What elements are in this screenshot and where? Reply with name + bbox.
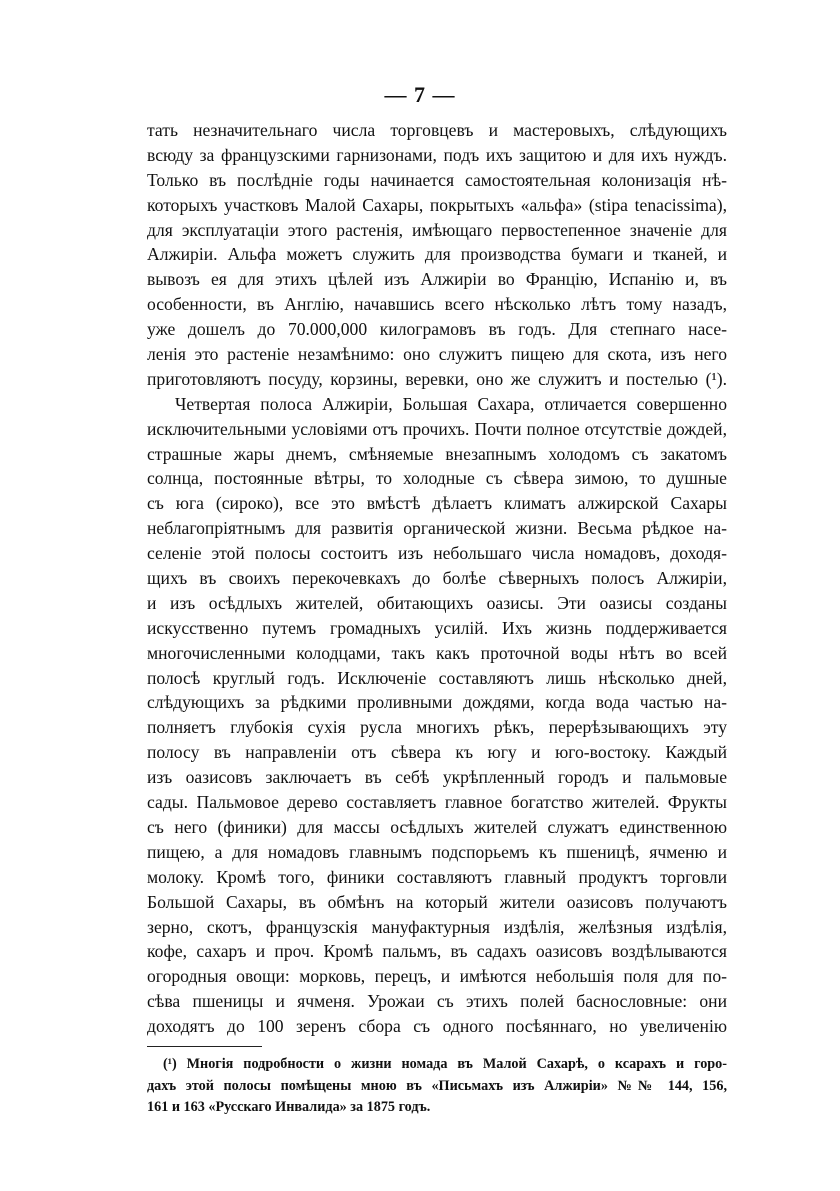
text-line: страшные жары днемъ, смѣняемые внезапнымъ холодомъ съ закатомъ: [147, 443, 727, 464]
text-line: сѣва пшеницы и ячменя. Урожаи съ этихъ полей баснословные: они: [147, 991, 727, 1012]
text-line: ленія это растеніе незамѣнимо: оно служитъ пищею для скота, изъ него: [147, 344, 727, 365]
text-line: солнца, постоянные вѣтры, то холодные съ сѣвера зимою, то душные: [147, 468, 727, 489]
page-number: — 7 —: [384, 82, 456, 107]
footnote-line: (¹) Многія подробности о жизни номада въ Малой Сахарѣ, о ксарахъ и горо-: [163, 1056, 727, 1072]
text-line: многочисленными колодцами, такъ какъ проточной воды нѣтъ во всей: [147, 642, 727, 663]
text-line: селеніе этой полосы состоитъ изъ небольшаго числа номадовъ, доходя-: [147, 543, 727, 564]
footnotes: [147, 1054, 727, 1119]
text-line: Только въ послѣдніе годы начинается самостоятельная колонизація нѣ-: [147, 169, 727, 190]
text-line: всюду за французскими гарнизонами, подъ ихъ защитою и для ихъ нуждъ.: [147, 144, 727, 165]
text-line: полосѣ круглый годъ. Исключеніе составляютъ лишь нѣсколько дней,: [147, 667, 727, 688]
text-line: Большой Сахары, въ обмѣнъ на который жители оазисовъ получаютъ: [147, 891, 727, 912]
text-line: и изъ осѣдлыхъ жителей, обитающихъ оазисы. Эти оазисы созданы: [147, 592, 727, 613]
text-line: сады. Пальмовое дерево составляетъ главное богатство жителей. Фрукты: [147, 792, 727, 813]
paragraph-end-line: приготовляютъ посуду, корзины, веревки, оно же служитъ и постелью (¹).: [147, 368, 727, 389]
text-line: Алжиріи. Альфа можетъ служить для производства бумаги и тканей, и: [147, 244, 727, 265]
text-line: для эксплуатаціи этого растенія, имѣющаго первостепенное значеніе для: [147, 219, 727, 240]
text-line: искусственно путемъ громадныхъ усилій. Ихъ жизнь поддерживается: [147, 617, 727, 638]
text-line: неблагопріятнымъ для развитія органической жизни. Весьма рѣдкое на-: [147, 518, 727, 539]
footnote-line: 161 и 163 «Русскаго Инвалида» за 1875 годъ.: [147, 1099, 431, 1115]
text-line: исключительными условіями отъ прочихъ. Почти полное отсутствіе дождей,: [147, 418, 727, 439]
text-line: изъ оазисовъ заключаетъ въ себѣ укрѣпленный городъ и пальмовые: [147, 767, 727, 788]
paragraph-start-line: Четвертая полоса Алжиріи, Большая Сахара, отличается совершенно: [175, 393, 727, 414]
text-line: щихъ въ своихъ перекочевкахъ до болѣе сѣверныхъ полосъ Алжиріи,: [147, 568, 727, 589]
text-line: пищею, а для номадовъ главнымъ подспорьемъ къ пшеницѣ, ячменю и: [147, 841, 727, 862]
text-line: зерно, скотъ, французскія мануфактурныя издѣлія, желѣзныя издѣлія,: [147, 916, 727, 937]
text-line: молоку. Кромѣ того, финики составляютъ главный продуктъ торговли: [147, 866, 727, 887]
text-line: кофе, сахаръ и проч. Кромѣ пальмъ, въ садахъ оазисовъ воздѣлываются: [147, 941, 727, 962]
footnote-line: дахъ этой полосы помѣщены мною въ «Письмахъ изъ Алжиріи» №№ 144, 156,: [147, 1077, 727, 1094]
text-line: тать незначительнаго числа торговцевъ и мастеровыхъ, слѣдующихъ: [147, 120, 727, 140]
text-line: особенности, въ Англію, начавшись всего нѣсколько лѣтъ тому назадъ,: [147, 294, 727, 315]
text-line: огородныя овощи: морковь, перецъ, и имѣются небольшія поля для по-: [147, 966, 727, 987]
text-line: съ юга (сироко), все это вмѣстѣ дѣлаетъ климатъ алжирской Сахары: [147, 493, 727, 514]
text-line: уже дошелъ до 70.000,000 килограмовъ въ годъ. Для степнаго насе-: [147, 319, 727, 340]
text-line: полосу въ направленіи отъ сѣвера къ югу и юго-востоку. Каждый: [147, 742, 727, 763]
text-line: которыхъ участковъ Малой Сахары, покрытыхъ «альфа» (stipa tenacissima),: [147, 194, 727, 215]
text-line: доходятъ до 100 зеренъ сбора съ одного посѣяннаго, но увеличенію: [147, 1016, 727, 1037]
body-text: [147, 118, 727, 1039]
text-line: полняетъ глубокія сухія русла многихъ рѣкъ, перерѣзывающихъ эту: [147, 717, 727, 738]
text-line: съ него (финики) для массы осѣдлыхъ жителей служатъ единственною: [147, 816, 727, 837]
footnote-divider: [147, 1046, 262, 1047]
text-line: вывозъ ея для этихъ цѣлей изъ Алжиріи во Францію, Испанію и, въ: [147, 269, 727, 290]
text-line: слѣдующихъ за рѣдкими проливными дождями, когда вода частью на-: [147, 692, 727, 713]
